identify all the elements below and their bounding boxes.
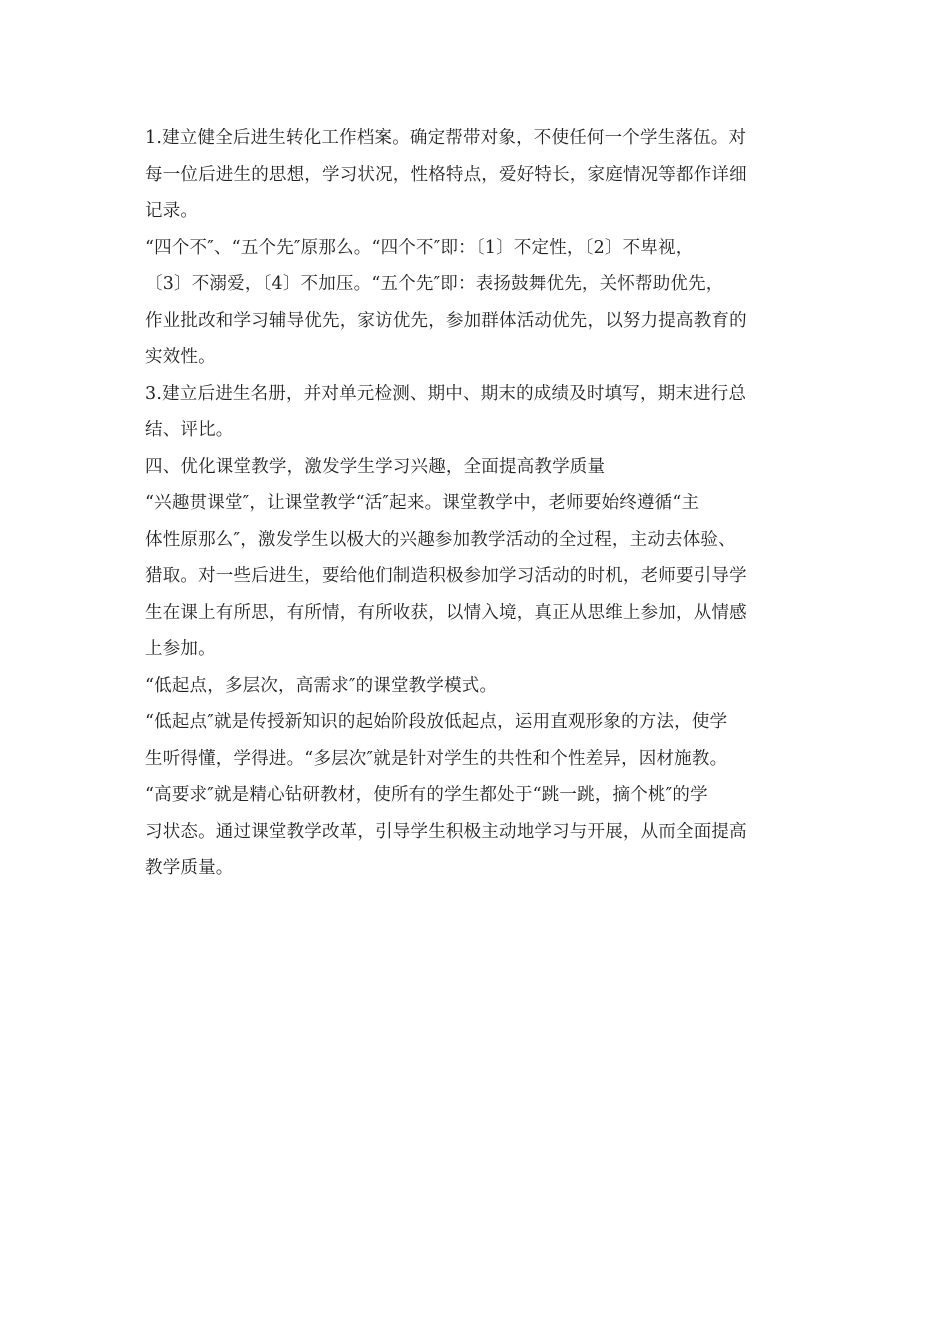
document-body [145,120,810,887]
text-line: 生在课上有所思，有所情，有所收获，以情入境，真正从思维上参加，从情感 [145,602,747,623]
text-line: 实效性。 [145,347,216,367]
text-line: 上参加。 [145,639,216,659]
text-line: “低起点，多层次，高需求″的课堂教学模式。 [145,675,498,696]
text-line: 习状态。通过课堂教学改革，引导学生积极主动地学习与开展，从而全面提高 [145,821,747,842]
text-line: “低起点″就是传授新知识的起始阶段放低起点，运用直观形象的方法，使学 [145,712,728,732]
text-line: 作业批改和学习辅导优先，家访优先，参加群体活动优先，以努力提高教育的 [145,310,747,331]
text-line: 教学质量。 [145,858,234,878]
text-line: “兴趣贯课堂″，让课堂教学“活″起来。课堂教学中，老师要始终遵循“主 [145,493,700,513]
text-line: 体性原那么″，激发学生以极大的兴趣参加教学活动的全过程，主动去体验、 [145,529,736,550]
text-line: 猎取。对一些后进生，要给他们制造积极参加学习活动的时机，老师要引导学 [145,566,747,586]
text-line: 结、评比。 [145,420,234,440]
text-line: 生听得懂，学得进。“多层次″就是针对学生的共性和个性差异，因材施教。 [145,748,728,769]
section-heading: 四、优化课堂教学，激发学生学习兴趣，全面提高教学质量 [145,456,606,477]
text-line: “四个不″、“五个先″原那么。“四个不″即：〔1〕不定性，〔2〕不卑视， [145,237,694,258]
text-line: 3.建立后进生名册，并对单元检测、期中、期末的成绩及时填写，期末进行总 [145,383,747,404]
text-line: “高要求″就是精心钻研教材，使所有的学生都处于“跳一跳，摘个桃″的学 [145,785,708,805]
text-line: 每一位后进生的思想，学习状况，性格特点，爱好特长，家庭情况等都作详细 [145,164,747,185]
text-line: 记录。 [145,201,199,221]
text-line: 1.建立健全后进生转化工作档案。确定帮带对象，不使任何一个学生落伍。对 [145,128,747,148]
text-line: 〔3〕不溺爱，〔4〕不加压。“五个先″即：表扬鼓舞优先，关怀帮助优先， [145,274,724,294]
